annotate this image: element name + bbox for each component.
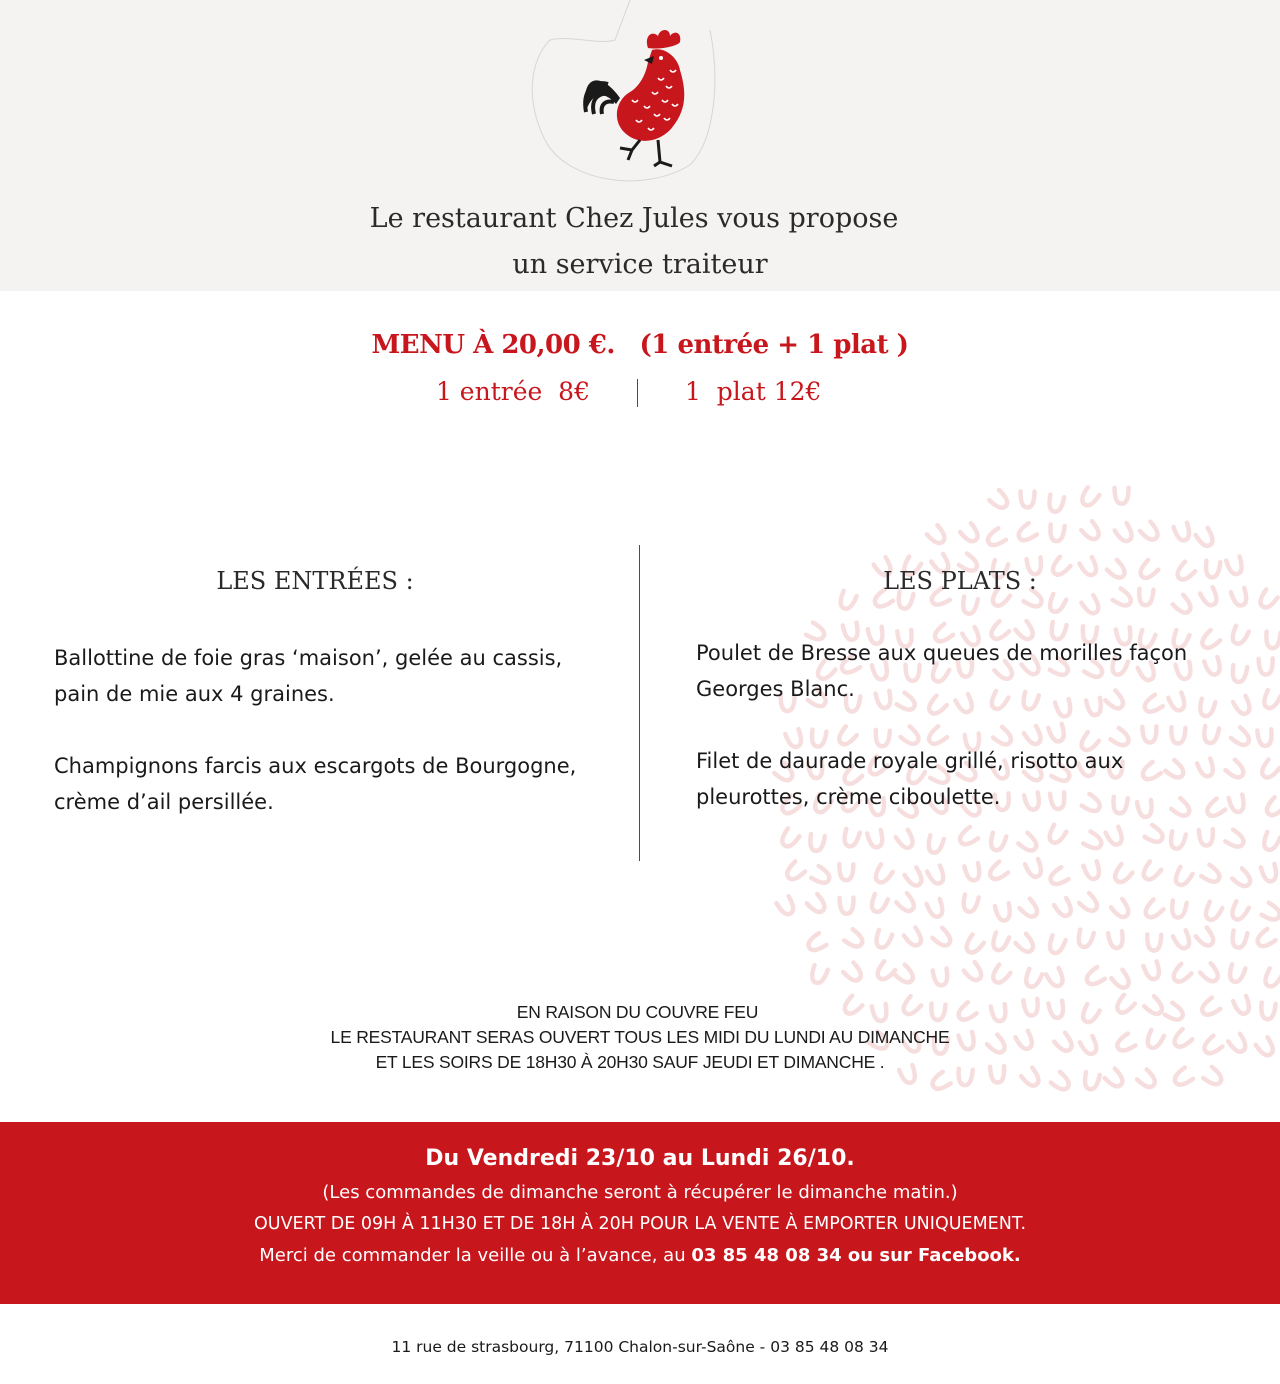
pattern-stroke [1108,931,1124,949]
pattern-stroke [1140,522,1161,543]
banner-hours: OUVERT DE 09H À 11H30 ET DE 18H À 20H POUR LA VENTE À EMPORTER UNIQUEMENT. [253,1214,1027,1234]
pattern-stroke [1137,800,1153,818]
pattern-stroke [1076,930,1094,949]
pattern-stroke [1196,928,1217,949]
pattern-stroke [1229,901,1249,922]
pattern-stroke [985,528,1006,549]
pattern-stroke [895,965,916,986]
pattern-stroke [1142,900,1163,921]
pattern-stroke [1171,798,1192,819]
pattern-stroke [1079,487,1100,508]
pattern-stroke [1083,861,1101,881]
pattern-stroke [1173,930,1192,950]
pattern-stroke [1231,588,1249,607]
pattern-stroke [1261,832,1280,852]
pattern-stroke [805,933,826,953]
pattern-stroke [1047,594,1066,614]
pattern-stroke [995,903,1012,921]
pattern-stroke [1171,727,1186,744]
pattern-stroke [932,928,953,949]
pattern-stroke [1137,560,1158,581]
pattern-stroke [869,894,888,914]
pattern-stroke [1115,488,1129,504]
pattern-stroke [905,867,925,888]
pattern-stroke [811,866,832,886]
pattern-stroke [1018,833,1039,854]
plats-title: LES PLATS : [883,567,1037,595]
pattern-stroke [1169,831,1186,850]
pattern-stroke [1196,528,1216,549]
menu-price-title: MENU À 20,00 €. [371,330,615,360]
pattern-stroke [1081,521,1102,542]
pattern-stroke [1111,970,1132,991]
pattern-stroke [779,828,800,849]
pattern-stroke [1231,931,1248,949]
pattern-stroke [1048,724,1066,744]
pattern-stroke [776,896,796,917]
pattern-stroke [809,834,825,852]
pattern-stroke [1142,726,1157,743]
column-divider [639,545,640,861]
pattern-stroke [843,963,864,984]
pattern-stroke [927,525,948,546]
pattern-stroke [1170,964,1191,985]
pattern-stroke [1048,867,1069,887]
pattern-stroke [957,827,978,848]
pattern-stroke [1233,696,1253,717]
pattern-stroke [1165,760,1186,781]
header-section [0,0,1280,291]
pattern-stroke [809,965,827,985]
pattern-stroke [1079,893,1100,914]
pattern-stroke [1047,935,1066,955]
pattern-stroke [844,929,865,950]
pattern-stroke [1016,523,1037,544]
pattern-stroke [874,930,893,950]
pattern-stroke [904,927,925,948]
pattern-stroke [927,899,946,919]
pattern-stroke [1143,961,1161,981]
footer-address: 11 rue de strasbourg, 71100 Chalon-sur-Saône - 03 85 48 08 34 [391,1338,889,1356]
pattern-stroke [963,934,984,955]
pattern-stroke [1138,589,1153,606]
rooster-logo-icon [520,0,730,190]
pattern-stroke [839,864,853,880]
pattern-stroke [1262,968,1280,989]
intro-text [0,196,1280,288]
pattern-stroke [1261,690,1280,710]
pattern-stroke [1257,589,1278,610]
pattern-stroke [1054,898,1074,919]
pattern-stroke [1140,861,1161,882]
plat-item: Poulet de Bresse aux queues de morilles façon Georges Blanc. [696,641,1188,701]
price-separator [637,379,638,407]
pattern-stroke [1174,562,1195,583]
pattern-stroke [1170,901,1186,919]
pattern-stroke [1112,864,1133,885]
pattern-stroke [1111,899,1132,920]
pattern-stroke [1229,795,1246,814]
pattern-stroke [990,965,1011,986]
pattern-stroke [842,829,860,848]
pattern-stroke [1174,523,1192,543]
pattern-stroke [896,830,916,851]
pattern-stroke [1047,495,1064,513]
pattern-stroke [1051,1072,1072,1093]
pattern-stroke [1197,759,1216,779]
pattern-stroke [1259,658,1273,674]
curfew-notice [0,1000,1280,1075]
pattern-stroke [1201,865,1222,886]
pattern-stroke [988,833,1006,852]
pattern-stroke [989,490,1010,511]
pattern-stroke [874,961,895,982]
pattern-stroke [784,861,805,882]
banner-order-text: Merci de commander la veille ou à l’avance, au [259,1245,692,1266]
info-banner [0,1122,1280,1304]
pattern-stroke [1199,829,1214,846]
entree-item: Champignons farcis aux escargots de Bourgogne, crème d’ail persillée. [54,754,577,814]
pattern-stroke [1025,859,1044,879]
banner-order-line [0,1245,1280,1266]
pattern-stroke [962,894,979,913]
pattern-stroke [933,968,949,986]
pattern-stroke [1020,491,1034,507]
pattern-stroke [926,835,944,854]
intro-line-1: Le restaurant Chez Jules vous propose [369,203,899,234]
pattern-stroke [1173,595,1194,616]
pattern-stroke [1199,630,1220,651]
pattern-stroke [839,898,853,914]
entree-item: Ballottine de foie gras ‘maison’, gelée au cassis, pain de mie aux 4 graines. [54,646,563,706]
pattern-stroke [872,864,892,885]
pattern-stroke [1265,632,1280,649]
pattern-stroke [1202,726,1219,744]
pattern-stroke [1046,825,1066,846]
pattern-stroke [1225,760,1246,781]
pattern-stroke [1019,899,1040,920]
pattern-stroke [1227,964,1245,983]
pattern-stroke [1147,934,1162,950]
pattern-stroke [1049,525,1065,542]
pattern-stroke [1225,830,1246,851]
pattern-stroke [927,866,946,886]
pattern-stroke [987,862,1008,883]
pattern-stroke [1229,626,1248,646]
banner-dates: Du Vendredi 23/10 au Lundi 26/10. [425,1146,855,1171]
pattern-stroke [1105,827,1124,847]
pattern-stroke [1263,797,1280,818]
banner-order-contact[interactable]: 03 85 48 08 34 ou sur Facebook. [691,1245,1021,1266]
pattern-stroke [990,932,1009,952]
pattern-stroke [1204,657,1222,677]
pattern-stroke [1205,561,1221,578]
pattern-stroke [1046,968,1066,989]
pattern-stroke [1262,903,1280,923]
menu-title [0,330,1280,360]
intro-line-2: un service traiteur [512,249,768,280]
notice-line-2: LE RESTAURANT SERAS OUVERT TOUS LES MIDI DU LUNDI AU DIMANCHE [330,1027,950,1047]
pattern-stroke [896,893,917,914]
menu-composition: (1 entrée + 1 plat ) [639,330,909,360]
pattern-stroke [1203,902,1223,923]
pattern-stroke [1200,587,1220,608]
price-entree: 1 entrée 8€ [435,377,590,406]
pattern-stroke [1115,523,1135,544]
pattern-stroke [1198,699,1216,718]
pattern-stroke [1261,864,1279,883]
pattern-stroke [1204,799,1225,820]
pattern-stroke [1015,934,1036,955]
notice-line-3: ET LES SOIRS DE 18H30 À 20H30 SAUF JEUDI ET DIMANCHE . [375,1052,885,1072]
pattern-stroke [1023,969,1042,989]
pattern-stroke [1081,595,1101,616]
banner-sunday-note: (Les commandes de dimanche seront à récupérer le dimanche matin.) [322,1182,958,1203]
price-row [0,377,1280,411]
plat-item: Filet de daurade royale grillé, risotto aux pleurottes, crème ciboulette. [696,749,1124,809]
pattern-stroke [960,523,981,544]
pattern-stroke [964,962,985,983]
pattern-stroke [867,830,885,849]
pattern-stroke [1259,760,1280,781]
pattern-stroke [1226,557,1244,576]
pattern-stroke [1172,867,1192,888]
pattern-stroke [964,863,981,882]
pattern-stroke [1257,729,1272,746]
pattern-stroke [1231,665,1247,683]
notice-line-1: EN RAISON DU COUVRE FEU [516,1002,759,1022]
pattern-stroke [1140,762,1161,783]
pattern-stroke [807,894,828,915]
pattern-stroke [1145,825,1166,845]
price-plat: 1 plat 12€ [685,377,822,406]
pattern-stroke [1084,967,1105,988]
pattern-stroke [1083,831,1104,851]
pattern-stroke [961,597,978,615]
entrees-title: LES ENTRÉES : [216,567,414,595]
pattern-stroke [1231,727,1252,748]
pattern-stroke [1232,868,1253,889]
pattern-stroke [1254,929,1275,950]
pattern-stroke [1200,963,1221,984]
